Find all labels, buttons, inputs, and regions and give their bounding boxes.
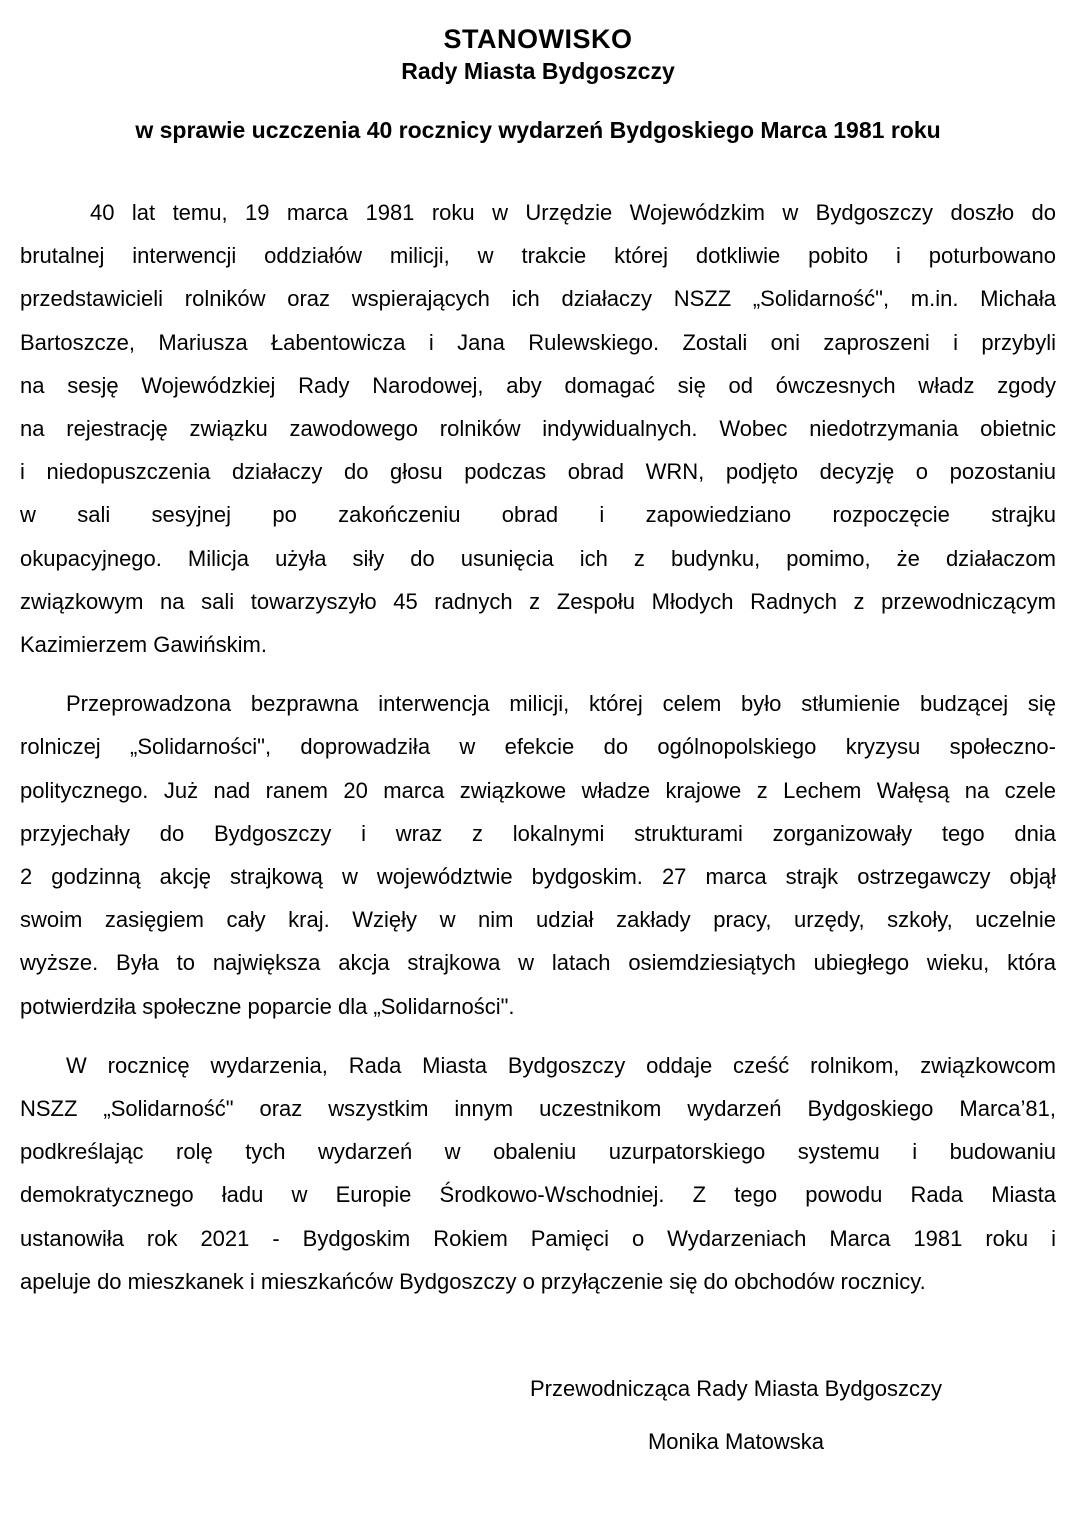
- text-line: demokratycznego ładu w Europie Środkowo-Wschodniej. Z tego powodu Rada Miasta: [20, 1182, 1056, 1208]
- document-subtitle: Rady Miasta Bydgoszczy: [401, 58, 675, 84]
- text-line: potwierdziła społeczne poparcie dla „Solidarności".: [20, 993, 515, 1019]
- document-subject-line: w sprawie uczczenia 40 rocznicy wydarzeń Bydgoskiego Marca 1981 roku: [135, 117, 941, 143]
- text-line: związkowym na sali towarzyszyło 45 radnych z Zespołu Młodych Radnych z przewodniczącym: [20, 588, 1056, 614]
- text-line: brutalnej interwencji oddziałów milicji, w trakcie której dotkliwie pobito i poturbowano: [20, 243, 1056, 269]
- text-line: na sesję Wojewódzkiej Rady Narodowej, aby domagać się od ówczesnych władz zgody: [20, 372, 1056, 398]
- document-title: STANOWISKO: [443, 24, 633, 54]
- text-line: ustanowiła rok 2021 - Bydgoskim Rokiem Pamięci o Wydarzeniach Marca 1981 roku i: [20, 1225, 1056, 1251]
- paragraph: [20, 191, 1056, 666]
- paragraph: [20, 1044, 1056, 1303]
- text-line: i niedopuszczenia działaczy do głosu podczas obrad WRN, podjęto decyzję o pozostaniu: [20, 459, 1056, 485]
- text-line: apeluje do mieszkanek i mieszkańców Bydgoszczy o przyłączenie się do obchodów rocznicy.: [20, 1268, 926, 1294]
- text-line: przyjechały do Bydgoszczy i wraz z lokalnymi strukturami zorganizowały tego dnia: [20, 820, 1056, 846]
- text-line: 40 lat temu, 19 marca 1981 roku w Urzędzie Wojewódzkim w Bydgoszczy doszło do: [90, 200, 1056, 225]
- paragraph: [20, 682, 1056, 1028]
- text-line: podkreślając rolę tych wydarzeń w obaleniu uzurpatorskiego systemu i budowaniu: [20, 1139, 1056, 1165]
- text-line: Bartoszcze, Mariusza Łabentowicza i Jana Rulewskiego. Zostali oni zaproszeni i przybyli: [20, 329, 1056, 355]
- text-line: 2 godzinną akcję strajkową w województwie bydgoskim. 27 marca strajk ostrzegawczy objął: [20, 864, 1056, 890]
- text-line: rolniczej „Solidarności", doprowadziła w efekcie do ogólnopolskiego kryzysu społeczno-: [20, 734, 1056, 760]
- text-line: politycznego. Już nad ranem 20 marca związkowe władze krajowe z Lechem Wałęsą na czele: [20, 777, 1056, 803]
- text-line: w sali sesyjnej po zakończeniu obrad i zapowiedziano rozpoczęcie strajku: [20, 502, 1056, 528]
- document-body: [20, 191, 1056, 1303]
- text-line: wyższe. Była to największa akcja strajkowa w latach osiemdziesiątych ubiegłego wieku, która: [20, 950, 1056, 976]
- signature-name: Monika Matowska: [647, 1429, 825, 1455]
- text-line: Kazimierzem Gawińskim.: [20, 632, 267, 658]
- text-line: okupacyjnego. Milicja użyła siły do usunięcia ich z budynku, pomimo, że działaczom: [20, 545, 1056, 571]
- text-line: przedstawicieli rolników oraz wspierających ich działaczy NSZZ „Solidarność", m.in. Michała: [20, 286, 1056, 312]
- text-line: Przeprowadzona bezprawna interwencja milicji, której celem było stłumienie budzącej się: [66, 691, 1056, 717]
- text-line: na rejestrację związku zawodowego rolników indywidualnych. Wobec niedotrzymania obietnic: [20, 416, 1056, 442]
- text-line: W rocznicę wydarzenia, Rada Miasta Bydgoszczy oddaje cześć rolnikom, związkowcom: [66, 1052, 1056, 1078]
- text-line: swoim zasięgiem cały kraj. Wzięły w nim udział zakłady pracy, urzędy, szkoły, uczelnie: [20, 907, 1056, 933]
- signature-role: Przewodnicząca Rady Miasta Bydgoszczy: [529, 1376, 943, 1402]
- text-line: NSZZ „Solidarność" oraz wszystkim innym uczestnikom wydarzeń Bydgoskiego Marca’81,: [20, 1096, 1056, 1122]
- signature-block: [436, 1367, 1036, 1463]
